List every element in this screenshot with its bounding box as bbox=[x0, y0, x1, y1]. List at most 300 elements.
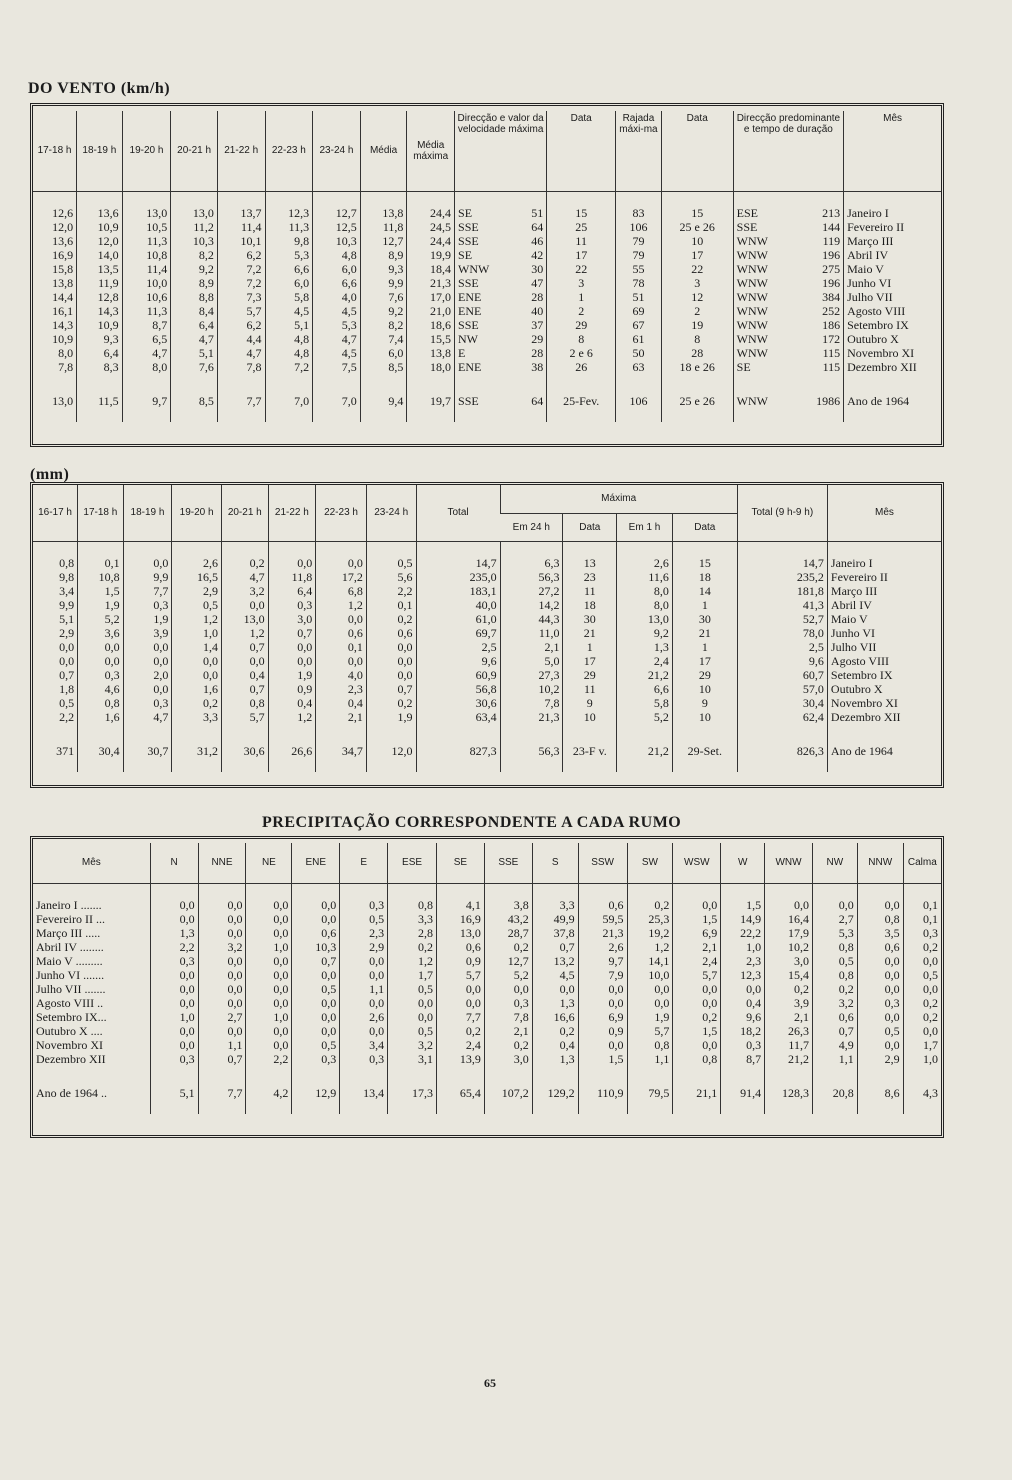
rain-header-maxima: Máxima bbox=[500, 485, 737, 513]
table-cell: 30,6 bbox=[416, 696, 500, 710]
table-cell: 13,6 bbox=[52, 233, 74, 248]
precip-table bbox=[33, 843, 941, 1114]
table-cell: 0,0 bbox=[78, 654, 124, 668]
wind-header-4: 21-22 h bbox=[217, 111, 265, 191]
table-cell: 18 bbox=[672, 570, 737, 584]
direction-label: SSE bbox=[458, 219, 479, 234]
table-cell: 1,0 bbox=[172, 626, 222, 640]
table-cell: 43,2 bbox=[484, 912, 532, 926]
direction-value: 46 bbox=[531, 233, 544, 248]
predominant-duration: 196 bbox=[822, 275, 841, 290]
table-cell: 0,4 bbox=[316, 696, 367, 710]
table-cell: 0,0 bbox=[150, 912, 198, 926]
table-cell: 0,0 bbox=[673, 996, 721, 1010]
table-cell: 0,6 bbox=[292, 926, 340, 940]
wind-header-1: 18-19 h bbox=[77, 111, 123, 191]
page-number: 65 bbox=[484, 1376, 496, 1390]
rain-header-5: 21-22 h bbox=[268, 485, 316, 541]
table-cell: 1,3 bbox=[532, 996, 578, 1010]
table-cell: 12,7 bbox=[313, 206, 361, 220]
table-cell: 0,3 bbox=[78, 668, 124, 682]
table-cell: 1,5 bbox=[578, 1052, 627, 1066]
month-cell: Setembro IX... bbox=[36, 1009, 107, 1024]
table-row bbox=[33, 220, 941, 234]
predominant-direction-cell bbox=[733, 318, 843, 332]
table-cell: 5,7 bbox=[221, 710, 268, 724]
table-cell: 0,7 bbox=[532, 940, 578, 954]
table-cell: 2,9 bbox=[59, 625, 75, 640]
direction-cell bbox=[455, 248, 547, 262]
table-cell: 4,7 bbox=[221, 570, 268, 584]
table-cell: 7,2 bbox=[265, 360, 313, 374]
spacer-cell bbox=[33, 191, 77, 206]
precip-header-0: Mês bbox=[33, 843, 150, 883]
month-cell: Maio V ......... bbox=[36, 953, 103, 968]
direction-label: ENE bbox=[458, 289, 482, 304]
table-row bbox=[33, 626, 941, 640]
predominant-duration: 384 bbox=[822, 289, 841, 304]
spacer-cell bbox=[765, 1066, 813, 1080]
table-cell: 6,4 bbox=[268, 584, 316, 598]
direction-cell bbox=[455, 290, 547, 304]
table-cell: 55 bbox=[616, 262, 662, 276]
table-cell: 181,8 bbox=[737, 584, 827, 598]
table-cell: 1,9 bbox=[123, 612, 172, 626]
table-cell: 18,4 bbox=[407, 262, 455, 276]
direction-cell bbox=[455, 346, 547, 360]
table-cell: 0,0 bbox=[292, 996, 340, 1010]
table-cell: 7,7 bbox=[198, 1080, 246, 1114]
spacer-row bbox=[33, 724, 941, 738]
spacer-cell bbox=[733, 191, 843, 206]
table-cell: 0,7 bbox=[292, 954, 340, 968]
predominant-direction-cell bbox=[733, 290, 843, 304]
table-cell: 0,0 bbox=[857, 982, 903, 996]
spacer-cell bbox=[812, 883, 857, 898]
table-cell: 8,8 bbox=[171, 290, 218, 304]
spacer-cell bbox=[78, 724, 124, 738]
rain-header-7: 23-24 h bbox=[366, 485, 416, 541]
table-cell: 4,4 bbox=[217, 332, 265, 346]
table-cell: 13,6 bbox=[77, 206, 123, 220]
table-row bbox=[33, 996, 941, 1010]
rain-header-11: Data bbox=[563, 513, 617, 541]
table-cell: 0,9 bbox=[437, 954, 485, 968]
table-cell: 21,3 bbox=[407, 276, 455, 290]
table-cell: 1,2 bbox=[172, 612, 222, 626]
table-cell: 0,0 bbox=[123, 682, 172, 696]
table-row bbox=[33, 332, 941, 346]
table-cell: 0,5 bbox=[857, 1024, 903, 1038]
direction-value: 28 bbox=[531, 289, 544, 304]
table-cell: 0,6 bbox=[316, 626, 367, 640]
table-cell: 0,2 bbox=[812, 982, 857, 996]
table-cell: 0,0 bbox=[221, 654, 268, 668]
table-cell: 0,0 bbox=[78, 640, 124, 654]
wind-section-title: DO VENTO (km/h) bbox=[28, 80, 171, 97]
direction-value: 64 bbox=[531, 219, 544, 234]
table-cell: 0,0 bbox=[221, 598, 268, 612]
table-row bbox=[33, 1038, 941, 1052]
table-cell: 0,0 bbox=[857, 968, 903, 982]
table-cell: 8,5 bbox=[171, 388, 218, 422]
table-cell: 13,5 bbox=[77, 262, 123, 276]
table-cell: 56,8 bbox=[416, 682, 500, 696]
table-cell: 0,0 bbox=[150, 1038, 198, 1052]
table-cell: 26,6 bbox=[268, 738, 316, 772]
direction-cell bbox=[455, 332, 547, 346]
table-cell: 371 bbox=[56, 743, 75, 758]
spacer-cell bbox=[484, 883, 532, 898]
table-cell: 3,3 bbox=[532, 898, 578, 912]
table-cell: 4,7 bbox=[217, 346, 265, 360]
table-cell: 4,5 bbox=[313, 346, 361, 360]
table-cell: 9 bbox=[672, 696, 737, 710]
table-cell: 2,2 bbox=[59, 709, 75, 724]
table-cell: 0,5 bbox=[388, 982, 437, 996]
table-cell: 5,3 bbox=[265, 248, 313, 262]
table-cell: 0,0 bbox=[366, 640, 416, 654]
spacer-cell bbox=[360, 191, 407, 206]
table-cell: 4,7 bbox=[122, 346, 171, 360]
spacer-cell bbox=[360, 374, 407, 388]
spacer-cell bbox=[547, 374, 616, 388]
table-cell: 0,0 bbox=[246, 968, 292, 982]
table-cell: 10,6 bbox=[122, 290, 171, 304]
table-cell: 106 bbox=[616, 388, 662, 422]
precip-section-title: PRECIPITAÇÃO CORRESPONDENTE A CADA RUMO bbox=[262, 814, 682, 831]
spacer-cell bbox=[246, 1066, 292, 1080]
rain-header-2: 18-19 h bbox=[123, 485, 172, 541]
table-cell: 21,3 bbox=[500, 710, 563, 724]
predominant-duration: 115 bbox=[822, 359, 841, 374]
direction-label: E bbox=[458, 345, 466, 360]
table-cell: 21 bbox=[563, 626, 617, 640]
table-cell: 0,5 bbox=[903, 968, 941, 982]
table-cell: 21,2 bbox=[617, 668, 673, 682]
table-cell: 1,5 bbox=[78, 584, 124, 598]
spacer-cell bbox=[388, 1066, 437, 1080]
table-cell: 19,9 bbox=[407, 248, 455, 262]
table-row bbox=[33, 668, 941, 682]
spacer-cell bbox=[563, 724, 617, 738]
table-cell: 0,0 bbox=[812, 898, 857, 912]
direction-value: 42 bbox=[531, 247, 544, 262]
table-cell: 0,1 bbox=[903, 912, 941, 926]
table-cell: 2,1 bbox=[500, 640, 563, 654]
table-cell: 11,3 bbox=[122, 304, 171, 318]
direction-value: 29 bbox=[531, 331, 544, 346]
rain-header-month: Mês bbox=[827, 485, 941, 541]
table-cell: 4,5 bbox=[313, 304, 361, 318]
precip-header-9: S bbox=[532, 843, 578, 883]
table-cell: 9,9 bbox=[123, 570, 172, 584]
table-cell: 4,0 bbox=[316, 668, 367, 682]
table-cell: 34,7 bbox=[316, 738, 367, 772]
spacer-cell bbox=[221, 724, 268, 738]
rain-header-12: Em 1 h bbox=[617, 513, 673, 541]
table-cell: 0,2 bbox=[484, 940, 532, 954]
table-cell: 9,4 bbox=[360, 388, 407, 422]
table-cell: 0,2 bbox=[388, 940, 437, 954]
table-cell: 20,8 bbox=[812, 1080, 857, 1114]
table-cell: 9,7 bbox=[122, 388, 171, 422]
table-cell: 2 bbox=[661, 304, 733, 318]
table-cell: 0,9 bbox=[578, 1024, 627, 1038]
table-cell: 12,7 bbox=[360, 234, 407, 248]
table-cell: 18,6 bbox=[407, 318, 455, 332]
table-cell: 16,1 bbox=[52, 303, 74, 318]
table-cell: 0,0 bbox=[673, 982, 721, 996]
predominant-direction-label: SSE bbox=[736, 219, 758, 234]
table-cell: 0,0 bbox=[857, 954, 903, 968]
table-cell: 5,7 bbox=[673, 968, 721, 982]
spacer-cell bbox=[455, 191, 547, 206]
predominant-direction-label: WNW bbox=[736, 275, 768, 290]
table-cell: 1,9 bbox=[366, 710, 416, 724]
predominant-direction-label: WNW bbox=[736, 233, 768, 248]
spacer-cell bbox=[316, 724, 367, 738]
table-cell: 0,3 bbox=[123, 598, 172, 612]
table-cell: 10,9 bbox=[77, 220, 123, 234]
table-cell: 0,0 bbox=[437, 982, 485, 996]
table-cell: 17,2 bbox=[316, 570, 367, 584]
table-cell: 4,5 bbox=[532, 968, 578, 982]
table-cell: 1,2 bbox=[268, 710, 316, 724]
table-cell: 2,6 bbox=[172, 556, 222, 570]
table-cell: 0,0 bbox=[198, 898, 246, 912]
direction-value: 30 bbox=[531, 261, 544, 276]
table-cell: 6,2 bbox=[217, 318, 265, 332]
table-cell: 9,2 bbox=[360, 304, 407, 318]
table-cell: 14,9 bbox=[721, 912, 765, 926]
table-cell: 4,0 bbox=[313, 290, 361, 304]
wind-header-5: 22-23 h bbox=[265, 111, 313, 191]
spacer-cell bbox=[578, 1066, 627, 1080]
table-cell: 4,5 bbox=[265, 304, 313, 318]
table-row bbox=[33, 940, 941, 954]
table-cell: 1,8 bbox=[59, 681, 75, 696]
precip-header-1: N bbox=[150, 843, 198, 883]
precip-header-6: ESE bbox=[388, 843, 437, 883]
table-cell: 79 bbox=[616, 248, 662, 262]
spacer-cell bbox=[77, 191, 123, 206]
table-cell: 4,2 bbox=[246, 1080, 292, 1114]
table-cell: 4,7 bbox=[123, 710, 172, 724]
table-cell: 12,0 bbox=[52, 219, 74, 234]
table-cell: 5,1 bbox=[150, 1080, 198, 1114]
table-cell: 2 bbox=[547, 304, 616, 318]
table-cell: 49,9 bbox=[532, 912, 578, 926]
table-cell: 0,8 bbox=[78, 696, 124, 710]
predominant-direction-label: WNW bbox=[736, 393, 768, 408]
table-cell: 51 bbox=[616, 290, 662, 304]
table-cell: 9,7 bbox=[578, 954, 627, 968]
direction-cell bbox=[455, 304, 547, 318]
table-cell: 0,7 bbox=[198, 1052, 246, 1066]
table-cell: 1,3 bbox=[532, 1052, 578, 1066]
spacer-row bbox=[33, 541, 941, 556]
wind-total-row bbox=[33, 388, 941, 422]
table-cell: 1,2 bbox=[388, 954, 437, 968]
table-row bbox=[33, 234, 941, 248]
table-row bbox=[33, 954, 941, 968]
table-cell: 3,4 bbox=[59, 583, 75, 598]
spacer-cell bbox=[198, 1066, 246, 1080]
table-cell: 6,2 bbox=[217, 248, 265, 262]
table-cell: 7,2 bbox=[217, 262, 265, 276]
precip-header-8: SSE bbox=[484, 843, 532, 883]
rain-header-13: Data bbox=[672, 513, 737, 541]
table-cell: 0,3 bbox=[268, 598, 316, 612]
table-cell: 0,2 bbox=[903, 996, 941, 1010]
table-cell: 11,3 bbox=[265, 220, 313, 234]
table-cell: 0,0 bbox=[316, 612, 367, 626]
table-cell: 5,2 bbox=[617, 710, 673, 724]
table-cell: 0,2 bbox=[627, 898, 673, 912]
spacer-cell bbox=[673, 1066, 721, 1080]
direction-cell bbox=[455, 220, 547, 234]
table-cell: 12,3 bbox=[265, 206, 313, 220]
table-cell: 22 bbox=[547, 262, 616, 276]
spacer-cell bbox=[123, 724, 172, 738]
table-cell: 8,2 bbox=[360, 318, 407, 332]
rain-header-1: 17-18 h bbox=[78, 485, 124, 541]
direction-label: WNW bbox=[458, 261, 490, 276]
spacer-cell bbox=[532, 1066, 578, 1080]
table-cell: 41,3 bbox=[737, 598, 827, 612]
table-cell: 7,7 bbox=[437, 1010, 485, 1024]
wind-header-13: Direcção predominante e tempo de duração bbox=[733, 111, 843, 191]
table-cell: 0,0 bbox=[627, 996, 673, 1010]
table-cell: 0,0 bbox=[857, 898, 903, 912]
table-cell: 12,7 bbox=[484, 954, 532, 968]
wind-header-7: Média bbox=[360, 111, 407, 191]
table-cell: 6,0 bbox=[265, 276, 313, 290]
direction-cell bbox=[455, 206, 547, 220]
table-cell: 0,2 bbox=[765, 982, 813, 996]
spacer-cell bbox=[827, 724, 941, 738]
spacer-cell bbox=[617, 724, 673, 738]
table-cell: 0,0 bbox=[721, 982, 765, 996]
rain-header-0: 16-17 h bbox=[33, 485, 78, 541]
spacer-cell bbox=[150, 883, 198, 898]
table-row bbox=[33, 982, 941, 996]
table-cell: 6,9 bbox=[673, 926, 721, 940]
table-cell: 18 e 26 bbox=[661, 360, 733, 374]
table-cell: 0,3 bbox=[484, 996, 532, 1010]
table-cell: 0,3 bbox=[340, 1052, 388, 1066]
table-cell: 3,5 bbox=[857, 926, 903, 940]
table-cell: 0,0 bbox=[388, 1010, 437, 1024]
table-cell: 0,4 bbox=[532, 1038, 578, 1052]
predominant-direction-cell bbox=[733, 248, 843, 262]
table-cell: 1,7 bbox=[903, 1038, 941, 1052]
table-cell: 3,9 bbox=[765, 996, 813, 1010]
month-cell: Janeiro I bbox=[827, 556, 941, 570]
table-cell: 16,9 bbox=[52, 247, 74, 262]
table-cell: 1,1 bbox=[340, 982, 388, 996]
month-cell: Junho VI bbox=[827, 626, 941, 640]
wind-header-2: 19-20 h bbox=[122, 111, 171, 191]
table-cell: 3 bbox=[661, 276, 733, 290]
table-cell: 0,3 bbox=[150, 954, 198, 968]
month-cell: Julho VII ....... bbox=[36, 981, 106, 996]
wind-header-11: Rajada máxi-ma bbox=[616, 111, 662, 191]
precip-header-17: Calma bbox=[903, 843, 941, 883]
table-cell: 13,4 bbox=[340, 1080, 388, 1114]
predominant-direction-label: WNW bbox=[736, 261, 768, 276]
month-cell: Ano de 1964 bbox=[844, 388, 941, 422]
rain-total-row bbox=[33, 738, 941, 772]
spacer-cell bbox=[313, 374, 361, 388]
table-cell: 2 e 6 bbox=[547, 346, 616, 360]
table-cell: 3,0 bbox=[268, 612, 316, 626]
precip-header-7: SE bbox=[437, 843, 485, 883]
direction-cell bbox=[455, 388, 547, 422]
table-cell: 1,1 bbox=[627, 1052, 673, 1066]
table-cell: 27,2 bbox=[500, 584, 563, 598]
table-cell: 2,0 bbox=[123, 668, 172, 682]
month-cell: Ano de 1964 .. bbox=[36, 1085, 107, 1100]
table-cell: 1,0 bbox=[246, 1010, 292, 1024]
table-cell: 2,5 bbox=[416, 640, 500, 654]
table-cell: 5,1 bbox=[59, 611, 75, 626]
spacer-cell bbox=[857, 883, 903, 898]
table-cell: 0,0 bbox=[123, 640, 172, 654]
table-cell: 19 bbox=[661, 318, 733, 332]
predominant-direction-label: WNW bbox=[736, 331, 768, 346]
table-cell: 10,2 bbox=[765, 940, 813, 954]
table-cell: 83 bbox=[616, 206, 662, 220]
table-cell: 0,0 bbox=[246, 898, 292, 912]
month-cell: Junho VI ....... bbox=[36, 967, 105, 982]
table-cell: 18,0 bbox=[407, 360, 455, 374]
table-cell: 63 bbox=[616, 360, 662, 374]
month-cell: Março III ..... bbox=[36, 925, 101, 940]
spacer-cell bbox=[827, 541, 941, 556]
table-cell: 0,0 bbox=[578, 1038, 627, 1052]
table-cell: 1,0 bbox=[150, 1010, 198, 1024]
table-cell: 52,7 bbox=[737, 612, 827, 626]
table-cell: 3,3 bbox=[172, 710, 222, 724]
table-cell: 0,0 bbox=[578, 982, 627, 996]
table-cell: 0,5 bbox=[812, 954, 857, 968]
month-cell: Outubro X .... bbox=[36, 1023, 103, 1038]
table-cell: 12,6 bbox=[52, 205, 74, 220]
table-cell: 107,2 bbox=[484, 1080, 532, 1114]
table-cell: 1,4 bbox=[172, 640, 222, 654]
table-cell: 16,4 bbox=[765, 912, 813, 926]
spacer-cell bbox=[33, 883, 150, 898]
spacer-cell bbox=[171, 191, 218, 206]
predominant-duration: 186 bbox=[822, 317, 841, 332]
table-cell: 827,3 bbox=[416, 738, 500, 772]
direction-value: 47 bbox=[531, 275, 544, 290]
table-cell: 19,2 bbox=[627, 926, 673, 940]
table-cell: 0,6 bbox=[366, 626, 416, 640]
month-cell: Agosto VIII .. bbox=[36, 995, 104, 1010]
table-cell: 4,7 bbox=[171, 332, 218, 346]
table-cell: 0,0 bbox=[340, 954, 388, 968]
table-cell: 0,8 bbox=[812, 968, 857, 982]
spacer-cell bbox=[246, 883, 292, 898]
table-cell: 26,3 bbox=[765, 1024, 813, 1038]
spacer-cell bbox=[737, 724, 827, 738]
table-cell: 4,9 bbox=[812, 1038, 857, 1052]
table-cell: 29 bbox=[672, 668, 737, 682]
table-cell: 0,0 bbox=[765, 898, 813, 912]
